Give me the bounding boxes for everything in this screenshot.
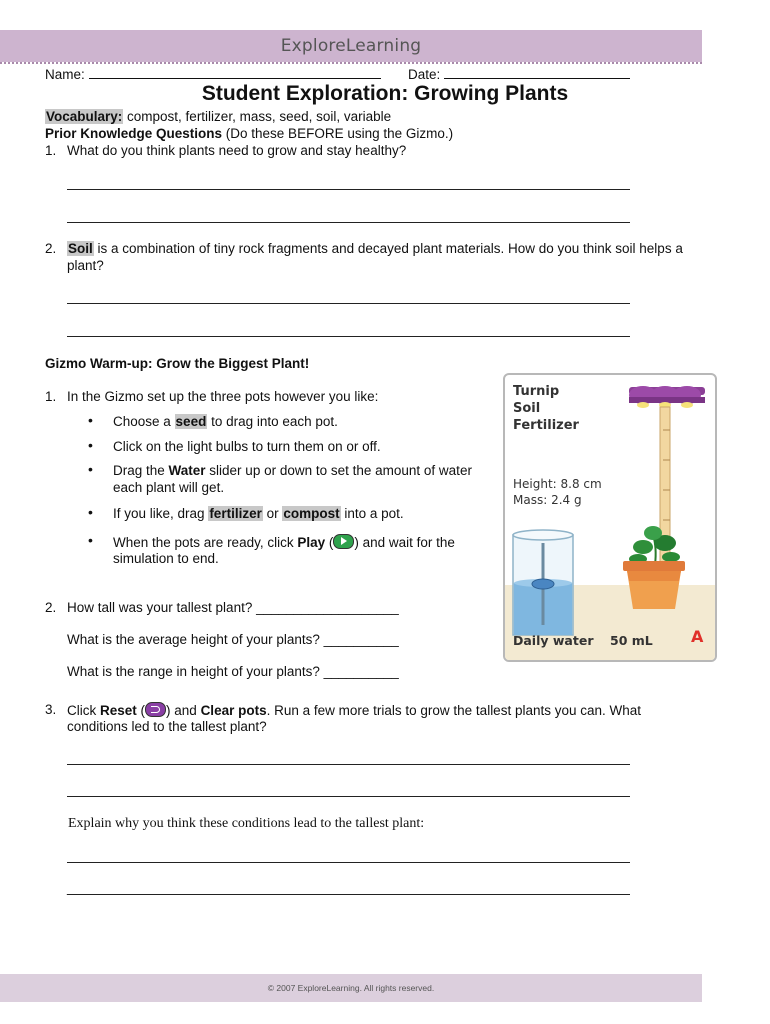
bullet: • [88,461,93,477]
w1-step-play-cont: simulation to end. [113,551,219,566]
step-text: Click [67,703,100,718]
answer-line[interactable] [67,862,630,863]
fertilizer-term: fertilizer [209,506,262,521]
step-text: into a pot. [340,506,404,521]
q2-text-cont: plant? [67,258,104,273]
step-text: When the pots are ready, click [113,535,298,550]
play-term: Play [297,535,326,550]
step-text: . Run a few more trials to grow the tallest plants you can. What [266,703,642,718]
gizmo-water-value: 50 mL [610,633,653,648]
step-text: to drag into each pot. [207,414,338,429]
w3-text [67,702,707,718]
prior-knowledge-heading [45,126,453,141]
date-field [408,66,630,82]
warmup-heading: Gizmo Warm-up: Grow the Biggest Plant! [45,356,310,371]
w2-range-question: What is the range in height of your plants? __________ [67,664,399,679]
page-title: Student Exploration: Growing Plants [201,82,569,105]
step-text: Drag the [113,463,169,478]
bullet: • [88,504,93,520]
water-slider-handle[interactable] [532,579,554,589]
lamp-icon [629,386,705,408]
reset-icon[interactable] [145,702,166,717]
clear-pots-term: Clear pots [200,703,267,718]
plant-icon [629,526,680,565]
play-icon[interactable] [333,534,354,549]
gizmo-soil-label: Soil [513,401,541,416]
q2-text-body: is a combination of tiny rock fragments and decayed plant materials. How do you think soil helps a [93,241,683,256]
step-text: ( [136,703,146,718]
step-text: ) and [166,703,201,718]
bullet: • [88,437,93,453]
q1-text: What do you think plants need to grow and stay healthy? [67,143,407,158]
step-text: If you like, drag [113,506,209,521]
w1-step-play [113,534,455,550]
gizmo-scene [505,375,715,660]
answer-line[interactable] [67,336,630,337]
w2-number: 2. [45,600,57,615]
step-text: ( [325,535,334,550]
compost-term: compost [283,506,340,521]
water-term: Water [168,463,206,478]
gizmo-pot-label[interactable]: A [691,627,704,646]
date-line[interactable] [444,66,630,79]
underscore-mark: _ [67,880,75,895]
gizmo-water-label: Daily water [513,633,594,648]
soil-term: Soil [68,241,93,256]
w1-text: In the Gizmo set up the three pots however you like: [67,389,379,404]
reset-term: Reset [100,703,137,718]
prior-label: Prior Knowledge Questions [45,126,223,141]
date-label: Date: [408,67,441,82]
name-field [45,66,381,82]
w2-tallest-question: How tall was your tallest plant? ___________________ [67,600,399,615]
vocabulary-text: compost, fertilizer, mass, seed, soil, variable [123,109,392,124]
w1-step-lights: Click on the light bulbs to turn them on or off. [113,439,381,454]
answer-line[interactable] [67,764,630,765]
vocabulary-label: Vocabulary: [46,109,123,124]
answer-line[interactable] [67,189,630,190]
step-text: Choose a [113,414,175,429]
name-line[interactable] [89,66,381,79]
gizmo-mass-readout: Mass: 2.4 g [513,493,582,507]
step-text: slider up or down to set the amount of water [205,463,472,478]
explain-prompt: Explain why you think these conditions lead to the tallest plant: [68,816,425,831]
header-divider [0,62,702,64]
answer-line[interactable] [67,222,630,223]
step-text: ) and wait for the [354,535,455,550]
w3-text-cont: conditions led to the tallest plant? [67,719,267,734]
vocabulary-line [45,109,391,124]
w1-number: 1. [45,389,57,404]
gizmo-screenshot [503,373,717,662]
w3-number: 3. [45,702,57,717]
flower-pot-icon [623,561,685,609]
explorelearning-logo: ExploreLearning [280,36,422,56]
gizmo-fertilizer-label: Fertilizer [513,418,579,433]
answer-line[interactable] [67,303,630,304]
prior-note: (Do these BEFORE using the Gizmo.) [222,126,454,141]
step-text: or [262,506,283,521]
w1-step-water-cont: each plant will get. [113,480,225,495]
w2-average-question: What is the average height of your plants? __________ [67,632,399,647]
gizmo-seed-label: Turnip [513,384,560,399]
q2-number: 2. [45,241,57,256]
name-label: Name: [45,67,85,82]
w1-step-water [113,463,472,478]
answer-line[interactable] [67,894,630,895]
q1-number: 1. [45,143,57,158]
gizmo-height-readout: Height: 8.8 cm [513,477,602,491]
bullet: • [88,532,93,548]
bullet: • [88,412,93,428]
q2-text [67,241,707,256]
answer-line[interactable] [67,796,630,797]
w1-step-seed [113,414,338,429]
w1-step-fertilizer [113,506,404,521]
seed-term: seed [175,414,207,429]
copyright-text: © 2007 ExploreLearning. All rights reserved. [267,983,435,993]
